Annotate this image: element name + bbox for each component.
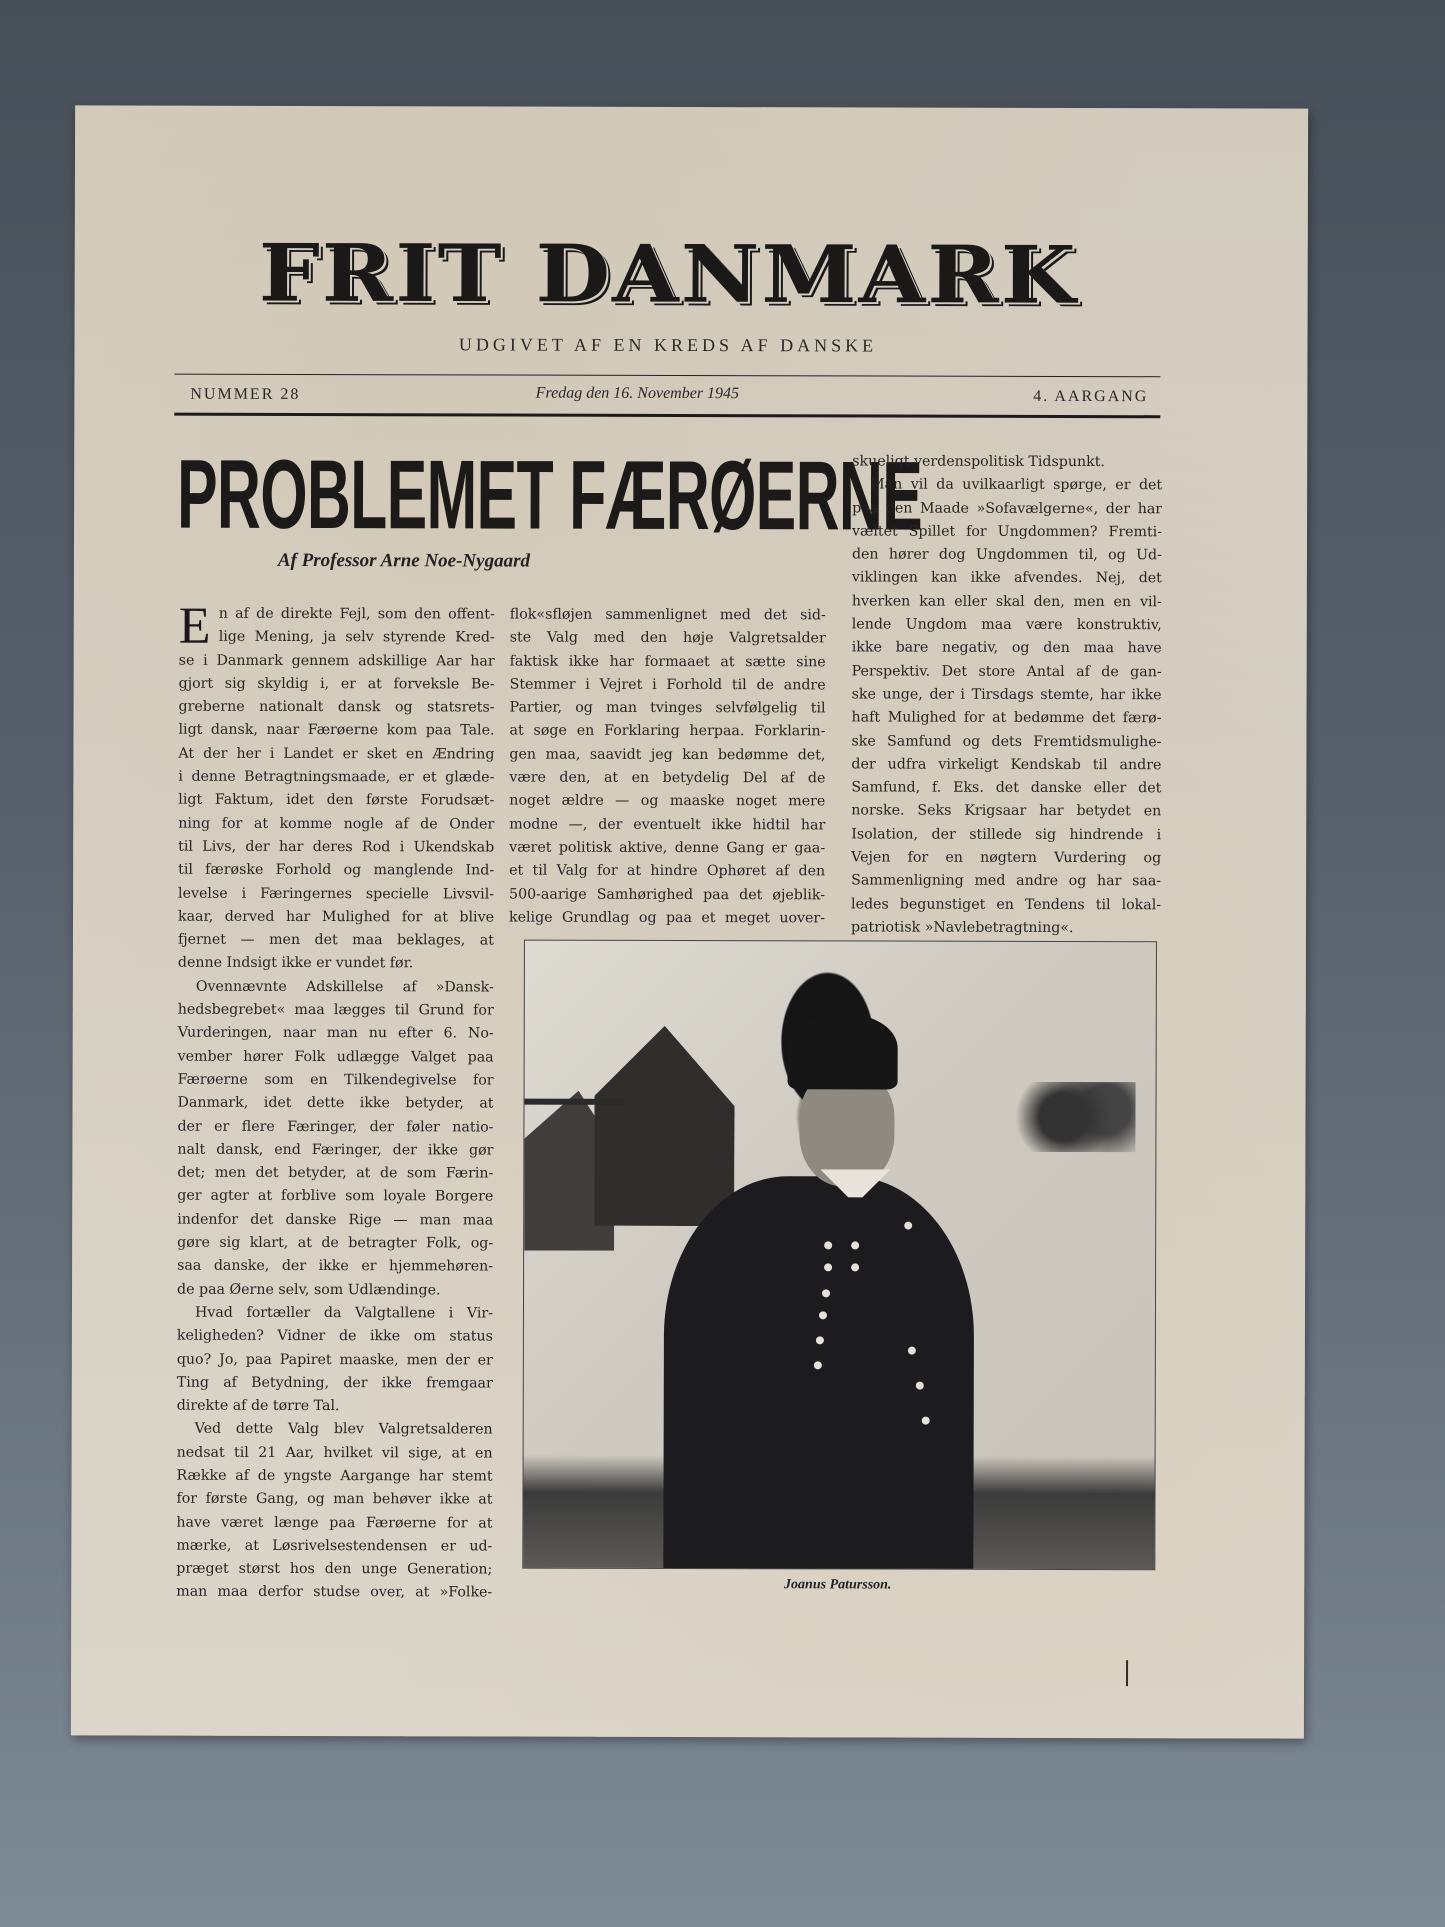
text-line: norske. Seks Krigsaar har betydet en bbox=[851, 802, 1162, 820]
text-line: Sammenligning med andre og har saa- bbox=[851, 872, 1162, 890]
text-line: paa den Maade »Sofavælgerne«, der har bbox=[852, 500, 1163, 517]
text-line: denne Indsigt ikke er vundet før. bbox=[177, 955, 414, 972]
text-line: nedsat til 21 Aar, hvilket vil sige, at en bbox=[176, 1444, 493, 1462]
text-line: været politisk aktive, denne Gang er gaa- bbox=[509, 839, 826, 857]
photo-button-dot bbox=[822, 1289, 830, 1297]
text-line: Ting af Betydning, der ikke fremgaar bbox=[176, 1374, 493, 1392]
photo-button-dot bbox=[904, 1222, 912, 1230]
text-line: der er flere Færinger, der føler natio- bbox=[177, 1118, 494, 1136]
text-line: ske Samfund og dets Fremtidsmulighe- bbox=[851, 732, 1162, 750]
issue-volume: 4. AARGANG bbox=[1033, 387, 1149, 406]
text-line: modne —, der eventuelt ikke hidtil har bbox=[509, 816, 826, 834]
text-line: saa danske, der ikke er hjemmehøren- bbox=[177, 1257, 494, 1275]
issue-number: NUMMER 28 bbox=[190, 385, 301, 403]
masthead-subtitle: UDGIVET AF EN KREDS AF DANSKE bbox=[458, 334, 878, 356]
text-line: de paa Øerne selv, som Udlændinge. bbox=[177, 1281, 441, 1298]
issue-info-row bbox=[174, 382, 1160, 411]
article-headline: PROBLEMET FÆRØERNE bbox=[176, 438, 923, 551]
photo-button-dot bbox=[824, 1263, 832, 1271]
text-line: mærke, at Løsrivelsestendensen er ud- bbox=[176, 1537, 493, 1555]
text-line: til Livs, der har deres Rod i Ukendskab bbox=[178, 838, 495, 856]
text-line: man maa derfor studse over, at »Folke- bbox=[176, 1584, 493, 1601]
column-lines bbox=[851, 450, 1162, 940]
text-line: ste Valg med den høje Valgretsalder bbox=[509, 629, 826, 647]
text-line: ledes begunstiget en Tendens til lokal- bbox=[851, 896, 1162, 913]
text-line: at søge en Forklaring herpaa. Forklarin- bbox=[509, 723, 826, 740]
photo-button-dot bbox=[824, 1241, 832, 1249]
text-line: Isolation, der stillede sig hindrende i bbox=[851, 826, 1162, 843]
text-line: quo? Jo, paa Papiret maaske, men der er bbox=[176, 1351, 493, 1368]
photo-bush bbox=[1015, 1082, 1135, 1152]
issue-date: Fredag den 16. November 1945 bbox=[535, 384, 740, 403]
text-line: flok«sfløjen sammenlignet med det sid- bbox=[509, 606, 826, 624]
text-line: Vejen for en nøgtern Vurdering og bbox=[851, 849, 1162, 867]
photo-person-body bbox=[663, 1176, 974, 1570]
text-line: Ved dette Valg blev Valgretsalderen bbox=[194, 1421, 493, 1438]
text-line: ikke bare negativ, og den maa have bbox=[851, 639, 1162, 657]
text-line: et til Valg for at hindre Ophøret af den bbox=[509, 862, 826, 880]
text-line: Vurderingen, naar man nu efter 6. No- bbox=[177, 1025, 494, 1042]
masthead-rule-bottom bbox=[174, 413, 1160, 419]
text-line: greberne nationalt dansk og statsrets- bbox=[178, 698, 495, 716]
photo-button-dot bbox=[851, 1263, 859, 1271]
photo-button-dot bbox=[819, 1311, 827, 1319]
text-line: til færøske Forhold og manglende Ind- bbox=[178, 861, 495, 879]
masthead-title: FRIT DANMARK bbox=[258, 226, 1078, 323]
text-line: At der her i Landet er sket en Ændring bbox=[178, 745, 495, 763]
text-line: hverken kan eller skal den, men en vil- bbox=[851, 593, 1162, 611]
text-line: ning for at komme nogle af de Onder bbox=[178, 815, 495, 833]
text-line: levelse i Færingernes specielle Livsvil- bbox=[178, 885, 495, 903]
newspaper-page bbox=[71, 105, 1308, 1738]
text-line: have været længe paa Færøerne for at bbox=[176, 1514, 493, 1532]
text-line: ger agter at forblive som loyale Borgere bbox=[177, 1188, 494, 1205]
text-line: Række af de yngste Aargange har stemt bbox=[176, 1467, 493, 1485]
text-line: Samfund, f. Eks. det danske eller det bbox=[851, 779, 1162, 797]
text-line: væltet Spillet for Ungdommen? Fremti- bbox=[852, 523, 1163, 541]
text-line: direkte af de tørre Tal. bbox=[176, 1397, 340, 1415]
text-line: viklingen kan ikke afvendes. Nej, det bbox=[851, 569, 1162, 587]
text-line: gjort sig skyldig i, er at forveksle Be- bbox=[178, 675, 495, 693]
article-column-2 bbox=[509, 604, 826, 931]
masthead-rule-top bbox=[174, 374, 1160, 378]
photo-button-dot bbox=[916, 1382, 924, 1390]
text-line: haft Mulighed for at bedømme det færø- bbox=[851, 709, 1162, 727]
text-line: patriotisk »Navlebetragtning«. bbox=[850, 919, 1074, 936]
text-line: det; men det betyder, at de som Færin- bbox=[177, 1164, 494, 1182]
text-line: n af de direkte Fejl, som den offent- bbox=[218, 605, 495, 623]
text-line: hedsbegrebet« maa lægges til Grund for bbox=[177, 1001, 494, 1019]
text-line: ligt dansk, naar Færøerne kom paa Tale. bbox=[178, 722, 495, 739]
article-column-3 bbox=[851, 450, 1162, 940]
article-byline: Af Professor Arne Noe-Nygaard bbox=[277, 549, 531, 572]
text-line: ligt Faktum, idet den første Forudsæt- bbox=[178, 792, 495, 809]
column-lines bbox=[176, 597, 495, 1606]
photo-button-dot bbox=[851, 1241, 859, 1249]
text-line: keligheden? Vidner de ikke om status bbox=[176, 1327, 493, 1345]
photo-roofline bbox=[525, 1099, 625, 1105]
text-line: Hvad fortæller da Valgtallene i Vir- bbox=[194, 1304, 493, 1322]
ink-mark bbox=[1126, 1660, 1128, 1686]
text-line: skueligt verdenspolitisk Tidspunkt. bbox=[852, 453, 1105, 471]
drop-cap: E bbox=[178, 597, 211, 655]
text-line: nalt dansk, end Færinger, der ikke gør bbox=[177, 1141, 494, 1159]
text-line: indenfor det danske Rige — man maa bbox=[177, 1211, 494, 1229]
text-line: se i Danmark gennem adskillige Aar har bbox=[178, 652, 495, 670]
text-line: Danmark, idet dette ikke betyder, at bbox=[177, 1094, 494, 1112]
text-line: kaar, derved har Mulighed for at blive bbox=[177, 908, 495, 926]
text-line: være den, at en betydelig Del af de bbox=[509, 769, 826, 787]
text-line: der udfra virkeligt Kendskab til andre bbox=[851, 756, 1162, 774]
text-line: gen maa, saavidt jeg kan bedømme det, bbox=[509, 746, 826, 764]
text-line: vember hører Folk udlægge Valget paa bbox=[177, 1048, 494, 1066]
text-line: fjernet — men det maa beklages, at bbox=[177, 931, 494, 949]
text-line: lige Mening, ja selv styrende Kred- bbox=[218, 629, 495, 646]
photo-button-dot bbox=[816, 1336, 824, 1344]
photo-house-icon bbox=[594, 1026, 735, 1226]
text-line: Perspektiv. Det store Antal af de gan- bbox=[851, 663, 1162, 680]
text-line: Færøerne som en Tilkendegivelse for bbox=[177, 1071, 494, 1089]
photo-person-hat bbox=[788, 1014, 898, 1089]
text-line: faktisk ikke har formaaet at sætte sine bbox=[509, 653, 826, 670]
photo-caption: Joanus Patursson. bbox=[784, 1577, 892, 1593]
article-column-1 bbox=[176, 597, 495, 1606]
text-line: 500-aarige Samhørighed paa det øjeblik- bbox=[509, 886, 826, 903]
column-lines bbox=[509, 604, 826, 931]
article-photo bbox=[522, 940, 1157, 1571]
text-line: præget størst hos den unge Generation; bbox=[176, 1560, 493, 1578]
text-line: for første Gang, og man behøver ikke at bbox=[176, 1490, 493, 1508]
text-line: noget ældre — og maaske noget mere bbox=[509, 792, 826, 810]
text-line: Ovennævnte Adskillelse af »Dansk- bbox=[195, 978, 494, 996]
text-line: Stemmer i Vejret i Forhold til de andre bbox=[509, 676, 826, 694]
photo-button-dot bbox=[814, 1361, 822, 1369]
text-line: gøre sig klart, at de betragter Folk, og- bbox=[177, 1234, 494, 1252]
text-line: Partier, og man tvinges selvfølgelig til bbox=[509, 699, 826, 717]
text-line: den hører dog Ungdommen til, og Ud- bbox=[851, 546, 1162, 564]
text-line: Man vil da uvilkaarligt spørge, er det bbox=[870, 476, 1163, 494]
photo-button-dot bbox=[922, 1417, 930, 1425]
text-line: kelige Grundlag og paa et meget uover- bbox=[508, 909, 826, 927]
text-line: i denne Betragtningsmaade, er et glæde- bbox=[178, 768, 495, 786]
photo-button-dot bbox=[908, 1347, 916, 1355]
text-line: lende Ungdom maa være konstruktiv, bbox=[851, 616, 1162, 634]
text-line: ske unge, der i Tirsdags stemte, har ikke bbox=[851, 686, 1162, 704]
